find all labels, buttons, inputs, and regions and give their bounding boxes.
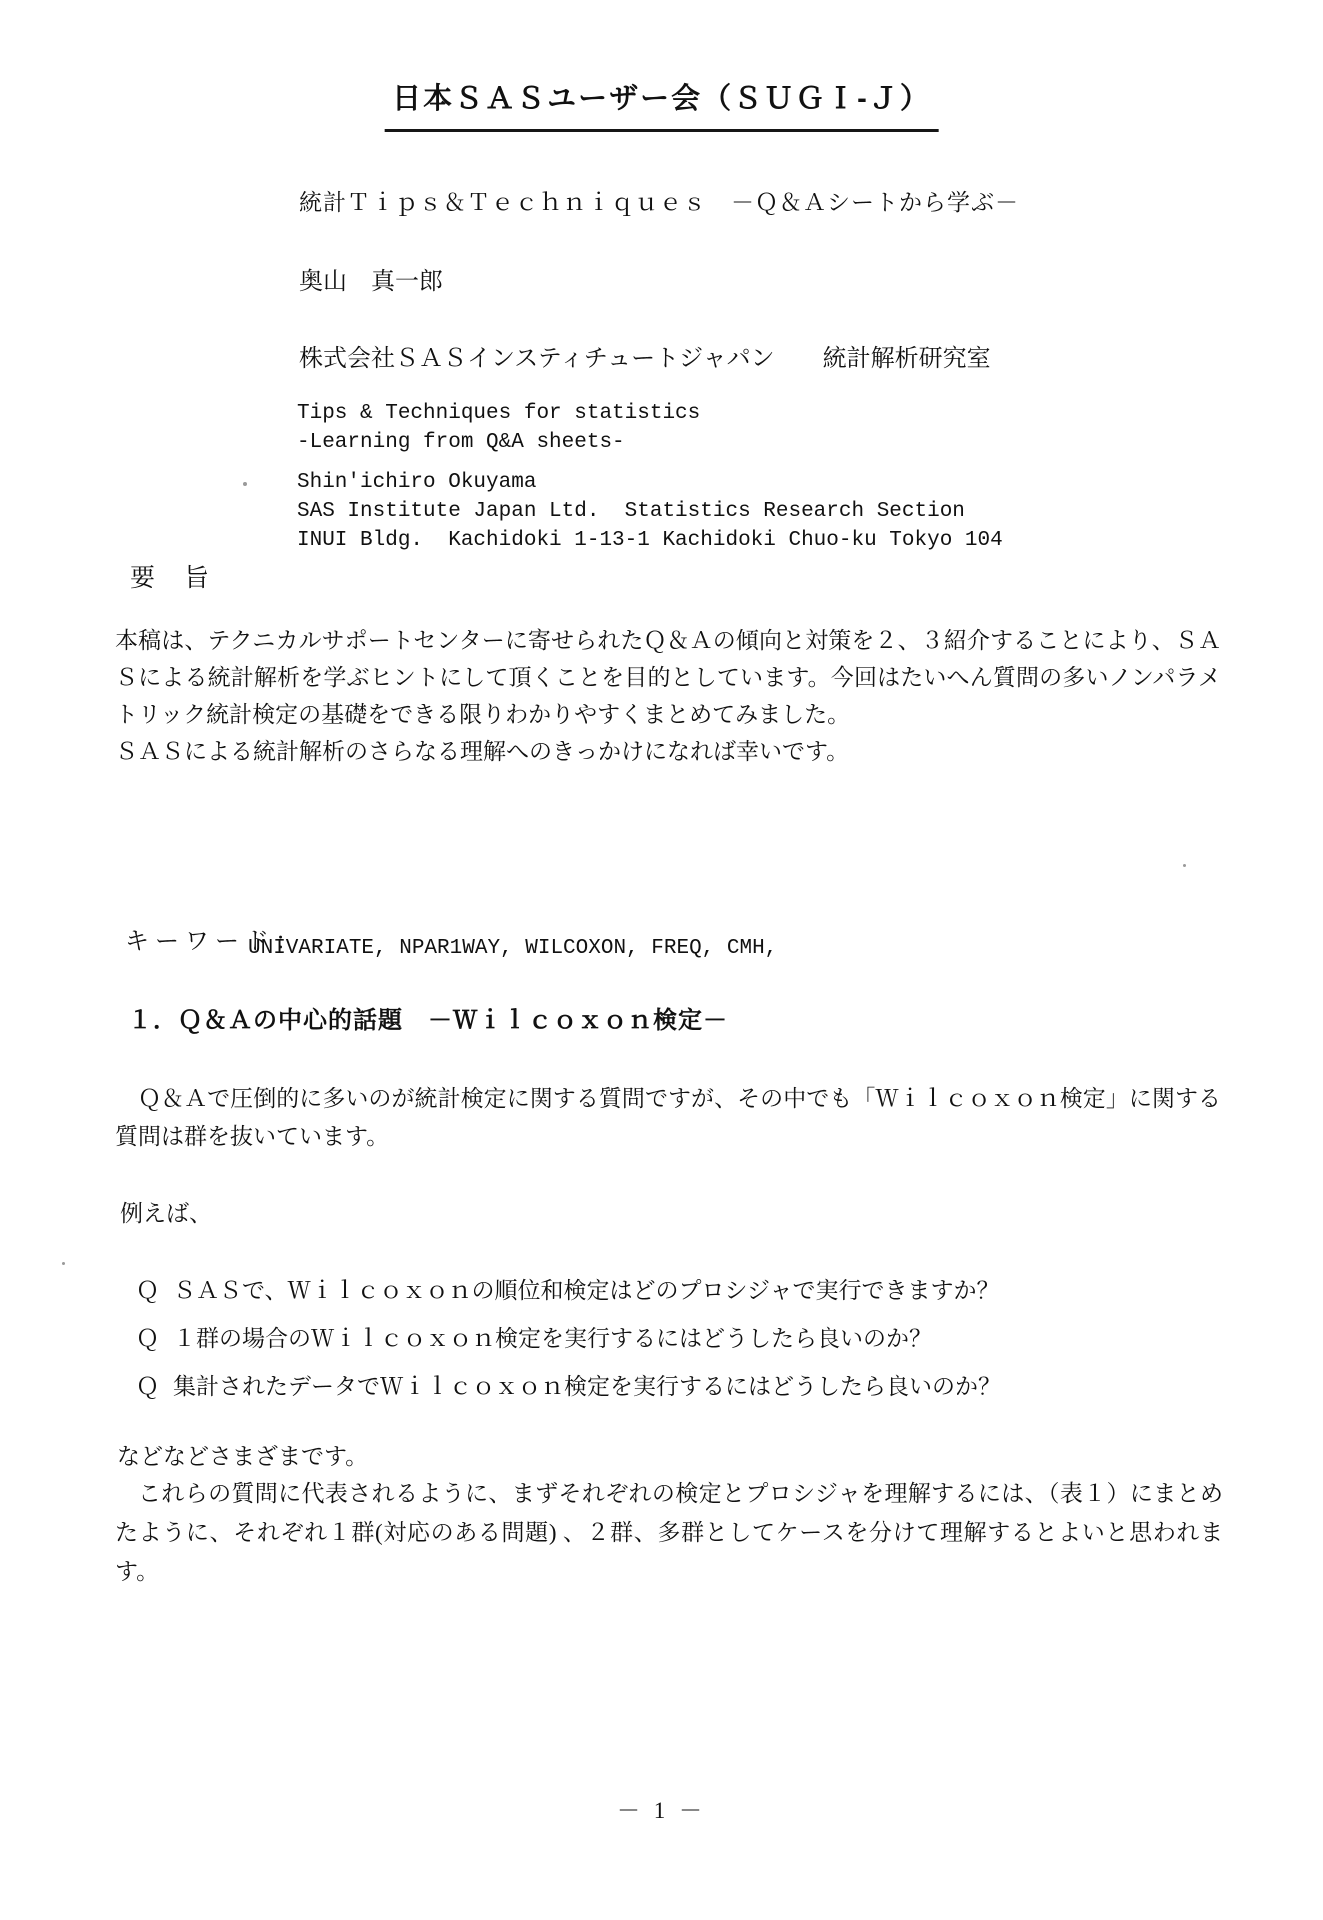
question-text: １群の場合のＷｉｌｃｏｘｏｎ検定を実行するにはどうしたら良いのか？ — [173, 1326, 932, 1351]
question-list — [136, 1272, 1001, 1416]
page-number: － 1 － — [617, 1798, 706, 1823]
author-name-jp: 奥山 真一郎 — [299, 269, 443, 295]
abstract-paragraph-1: 本稿は、テクニカルサポートセンターに寄せられたＱ＆Ａの傾向と対策を２、３紹介することにより、ＳＡＳによる統計解析を学ぶヒントにして頂くことを目的としています。今回はたいへん質問の多いノンパラメトリック統計検定の基礎をできる限りわかりやすくまとめてみました。 — [115, 628, 1221, 727]
english-author-group — [297, 468, 1003, 555]
scan-speck — [243, 482, 247, 486]
question-item — [136, 1272, 1001, 1305]
english-author-name: Shin'ichiro Okuyama — [297, 471, 537, 494]
question-text: ＳＡＳで、Ｗｉｌｃｏｘｏｎの順位和検定はどのプロシジャで実行できますか？ — [173, 1278, 1000, 1303]
example-lead-text: 例えば、 — [120, 1201, 212, 1226]
question-item — [136, 1320, 1001, 1353]
section1-closing-line: などなどさまざまです。 — [117, 1444, 369, 1469]
abstract-paragraph-2: ＳＡＳによる統計解析のさらなる理解へのきっかけになれば幸いです。 — [115, 739, 850, 764]
question-item — [136, 1368, 1001, 1401]
english-title-line1: Tips & Techniques for statistics — [297, 402, 701, 425]
keywords-value: UNIVARIATE, NPAR1WAY, WILCOXON, FREQ, CMH, — [248, 937, 778, 960]
section1-heading: １．Ｑ＆Ａの中心的話題 －Ｗｉｌｃｏｘｏｎ検定－ — [128, 1007, 728, 1034]
paper-subtitle-jp: 統計Ｔｉｐｓ＆Ｔｅｃｈｎｉｑｕｅｓ －Ｑ＆Ａシートから学ぶ－ — [299, 190, 1019, 215]
question-label: Ｑ — [136, 1374, 159, 1399]
english-affiliation: SAS Institute Japan Ltd. Statistics Research Section — [297, 500, 965, 523]
section1-closing-paragraph: これらの質問に代表されるように、まずそれぞれの検定とプロシジャを理解するには、（表１）にまとめたように、それぞれ１群(対応のある問題) 、２群、多群としてケースを分けて理解するとよいと思われます。 — [115, 1481, 1223, 1584]
section1-paragraph-1: Ｑ＆Ａで圧倒的に多いのが統計検定に関する質問ですが、その中でも「Ｗｉｌｃｏｘｏｎ検定」に関する質問は群を抜いています。 — [115, 1086, 1221, 1149]
english-title-line2: -Learning from Q&A sheets- — [297, 431, 625, 454]
english-address: INUI Bldg. Kachidoki 1-13-1 Kachidoki Chuo-ku Tokyo 104 — [297, 529, 1003, 552]
affiliation-jp: 株式会社ＳＡＳインスティチュートジャパン 統計解析研究室 — [299, 346, 991, 372]
english-header-block — [297, 399, 1003, 555]
question-text: 集計されたデータでＷｉｌｃｏｘｏｎ検定を実行するにはどうしたら良いのか？ — [173, 1374, 1001, 1399]
abstract-body — [115, 622, 1221, 770]
abstract-heading: 要 旨 — [130, 565, 212, 592]
question-label: Ｑ — [136, 1326, 159, 1351]
keywords-label: キーワード： — [125, 929, 305, 955]
scan-speck — [62, 1262, 65, 1265]
scan-speck — [1183, 864, 1186, 867]
page-title: 日本ＳＡＳユーザー会（ＳＵＧＩ-Ｊ） — [384, 76, 939, 132]
question-label: Ｑ — [136, 1278, 159, 1303]
